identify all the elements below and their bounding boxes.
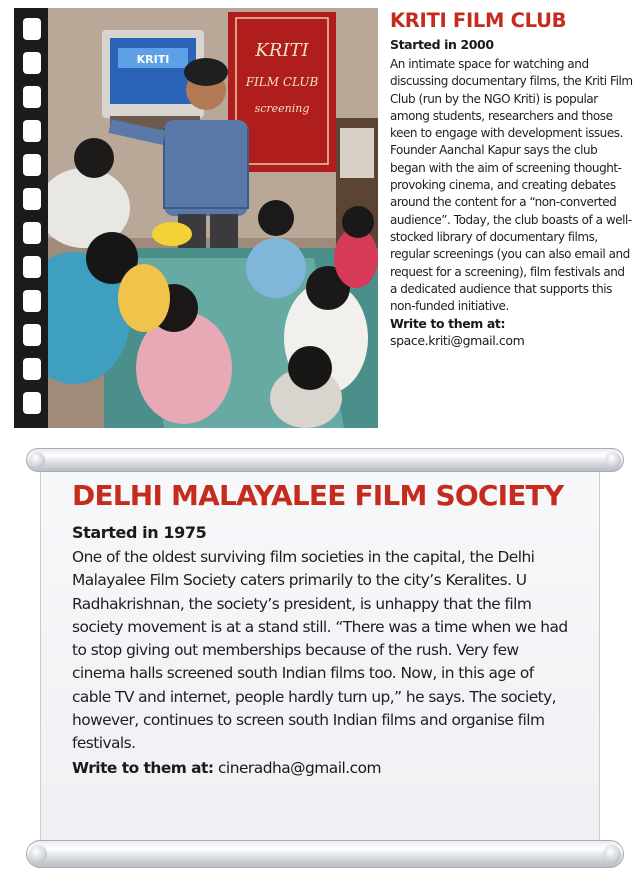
film-club-photo-scene xyxy=(14,8,378,428)
rod-knob-icon xyxy=(29,845,47,863)
delhi-body: One of the oldest surviving film societies in the capital, the Delhi Malayalee Film Society caters primarily to the city’s Keralites. U Radhakrishnan, the society’s president, is unhappy that the film society movement is at a stand still. “There was a time when we had to stop giving out memberships because of the rush. Very few cinema halls screened south Indian films too. Now, in this age of cable TV and internet, people hardly turn up,” he says. The society, however, continues to screen south Indian films and organise film festivals. xyxy=(72,548,568,753)
delhi-contact-line xyxy=(72,756,612,780)
film-hole xyxy=(23,52,41,74)
banner-line-3: screening xyxy=(254,102,310,115)
delhi-started: Started in 1975 xyxy=(72,523,207,542)
delhi-email[interactable]: cineradha@gmail.com xyxy=(217,758,382,777)
film-hole xyxy=(23,358,41,380)
delhi-film-society-section xyxy=(72,476,612,780)
banner-line-2: FILM CLUB xyxy=(245,75,319,89)
rod-knob-icon xyxy=(605,452,621,468)
kriti-title: KRITI FILM CLUB xyxy=(390,9,567,32)
kriti-body: An intimate space for watching and discussing documentary films, the Kriti Film Club (run by the NGO Kriti) is popular among students, researchers and those keen to engage with development issues. Founder Aanchal Kapur says the club began with the aim of screening thought-provoking cinema, and creating debates around the content for a “non-converted audience”. Today, the club boasts of a well-stocked library of documentary films, regular screenings (you can also email and request for a screening), film festivals and a dedicated audience that supports this non-funded initiative. xyxy=(390,57,633,314)
film-hole xyxy=(23,154,41,176)
kriti-write-label: Write to them at: xyxy=(390,316,506,332)
rod-knob-icon xyxy=(603,845,621,863)
film-hole xyxy=(23,86,41,108)
film-hole xyxy=(23,392,41,414)
banner-line-1: KRITI xyxy=(255,40,309,61)
scroll-rod-bottom xyxy=(26,840,624,868)
kriti-started: Started in 2000 xyxy=(390,37,494,52)
kriti-film-club-section xyxy=(390,8,634,350)
film-strip-border xyxy=(14,8,48,428)
delhi-write-label: Write to them at: xyxy=(72,758,214,777)
tv-brand: KRITI xyxy=(136,53,170,66)
film-hole xyxy=(23,290,41,312)
film-hole xyxy=(23,18,41,40)
rod-knob-icon xyxy=(29,452,45,468)
film-club-photo xyxy=(14,8,378,428)
film-hole xyxy=(23,222,41,244)
delhi-title: DELHI MALAYALEE FILM SOCIETY xyxy=(72,479,564,512)
film-hole xyxy=(23,120,41,142)
film-hole xyxy=(23,188,41,210)
kriti-email[interactable]: space.kriti@gmail.com xyxy=(390,333,525,349)
film-hole xyxy=(23,324,41,346)
scroll-rod-top xyxy=(26,448,624,472)
film-hole xyxy=(23,256,41,278)
